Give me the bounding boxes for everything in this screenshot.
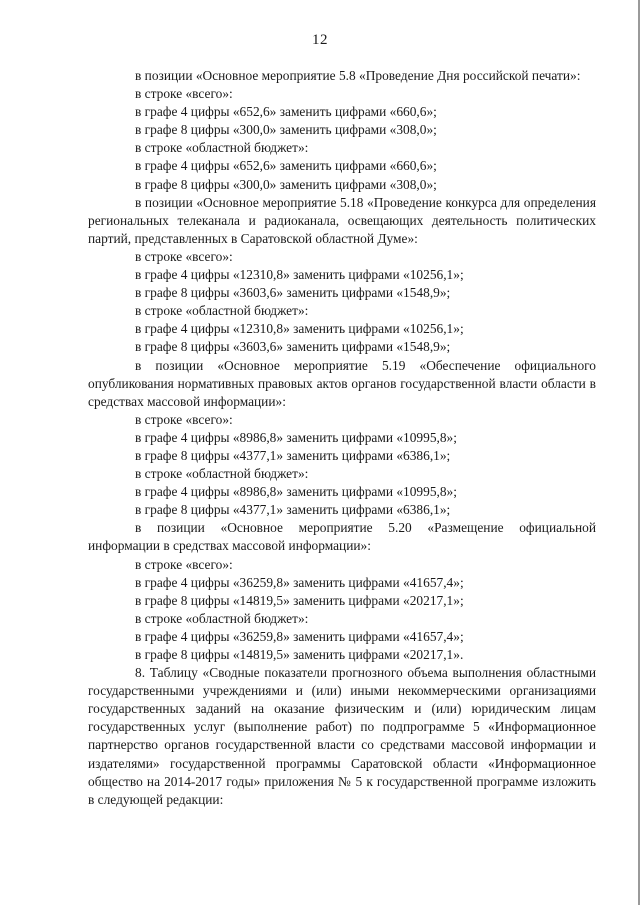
- paragraph: в графе 4 цифры «36259,8» заменить цифрами «41657,4»;: [135, 574, 464, 590]
- paragraph: в графе 4 цифры «36259,8» заменить цифрами «41657,4»;: [135, 628, 464, 644]
- paragraph: в графе 4 цифры «8986,8» заменить цифрами «10995,8»;: [135, 429, 457, 445]
- paragraph: в строке «всего»:: [135, 411, 233, 427]
- paragraph: в графе 4 цифры «12310,8» заменить цифрами «10256,1»;: [135, 321, 464, 337]
- paragraph: в графе 4 цифры «652,6» заменить цифрами «660,6»;: [135, 104, 437, 120]
- paragraph: в строке «всего»:: [135, 248, 233, 264]
- page-number: 12: [312, 32, 328, 48]
- paragraph: в строке «областной бюджет»:: [135, 303, 309, 319]
- paragraph: в строке «областной бюджет»:: [135, 466, 309, 482]
- paragraph: в графе 8 цифры «300,0» заменить цифрами «308,0»;: [135, 122, 437, 138]
- paragraph: в строке «областной бюджет»:: [135, 610, 309, 626]
- paragraph: в позиции «Основное мероприятие 5.8 «Проведение Дня российской печати»:: [135, 68, 581, 83]
- document-body: [88, 67, 596, 809]
- paragraph: в позиции «Основное мероприятие 5.20 «Размещение официальной информации в средствах массовой информации»:: [88, 520, 596, 554]
- paragraph: в графе 4 цифры «12310,8» заменить цифрами «10256,1»;: [135, 267, 464, 283]
- paragraph: в строке «всего»:: [135, 556, 233, 572]
- paragraph: в строке «областной бюджет»:: [135, 140, 309, 156]
- paragraph: в графе 8 цифры «300,0» заменить цифрами «308,0»;: [135, 176, 437, 192]
- paragraph: 8. Таблицу «Сводные показатели прогнозного объема выполнения областными государственными учреждениями и (или) иными некоммерческими организациями государственных заданий на оказание физическим и (или) юридическим лицам государственных услуг (выполнение работ) по подпрограмме 5 «Информационное партнерство органов государственной власти со средствами массовой информации и издателями» государственной программы Саратовской области «Информационное общество на 2014-2017 годы» приложения № 5 к государственной программе изложить в следующей редакции:: [88, 665, 596, 807]
- paragraph: в строке «всего»:: [135, 86, 233, 102]
- paragraph: в графе 8 цифры «3603,6» заменить цифрами «1548,9»;: [135, 285, 451, 301]
- paragraph: в графе 8 цифры «14819,5» заменить цифрами «20217,1».: [135, 647, 464, 662]
- paragraph: в графе 4 цифры «652,6» заменить цифрами «660,6»;: [135, 158, 437, 174]
- paragraph: в позиции «Основное мероприятие 5.18 «Проведение конкурса для определения региональных телеканала и радиоканала, освещающих деятельность политических партий, представленных в Саратовской областной Думе»:: [88, 194, 596, 246]
- paragraph: в графе 8 цифры «4377,1» заменить цифрами «6386,1»;: [135, 447, 451, 463]
- paragraph: в графе 8 цифры «14819,5» заменить цифрами «20217,1»;: [135, 592, 464, 608]
- paragraph: в графе 4 цифры «8986,8» заменить цифрами «10995,8»;: [135, 484, 457, 500]
- paragraph: в графе 8 цифры «4377,1» заменить цифрами «6386,1»;: [135, 502, 451, 518]
- paragraph: в позиции «Основное мероприятие 5.19 «Обеспечение официального опубликования нормативных правовых актов органов государственной власти области в средствах массовой информации»:: [88, 357, 596, 409]
- paragraph: в графе 8 цифры «3603,6» заменить цифрами «1548,9»;: [135, 339, 451, 355]
